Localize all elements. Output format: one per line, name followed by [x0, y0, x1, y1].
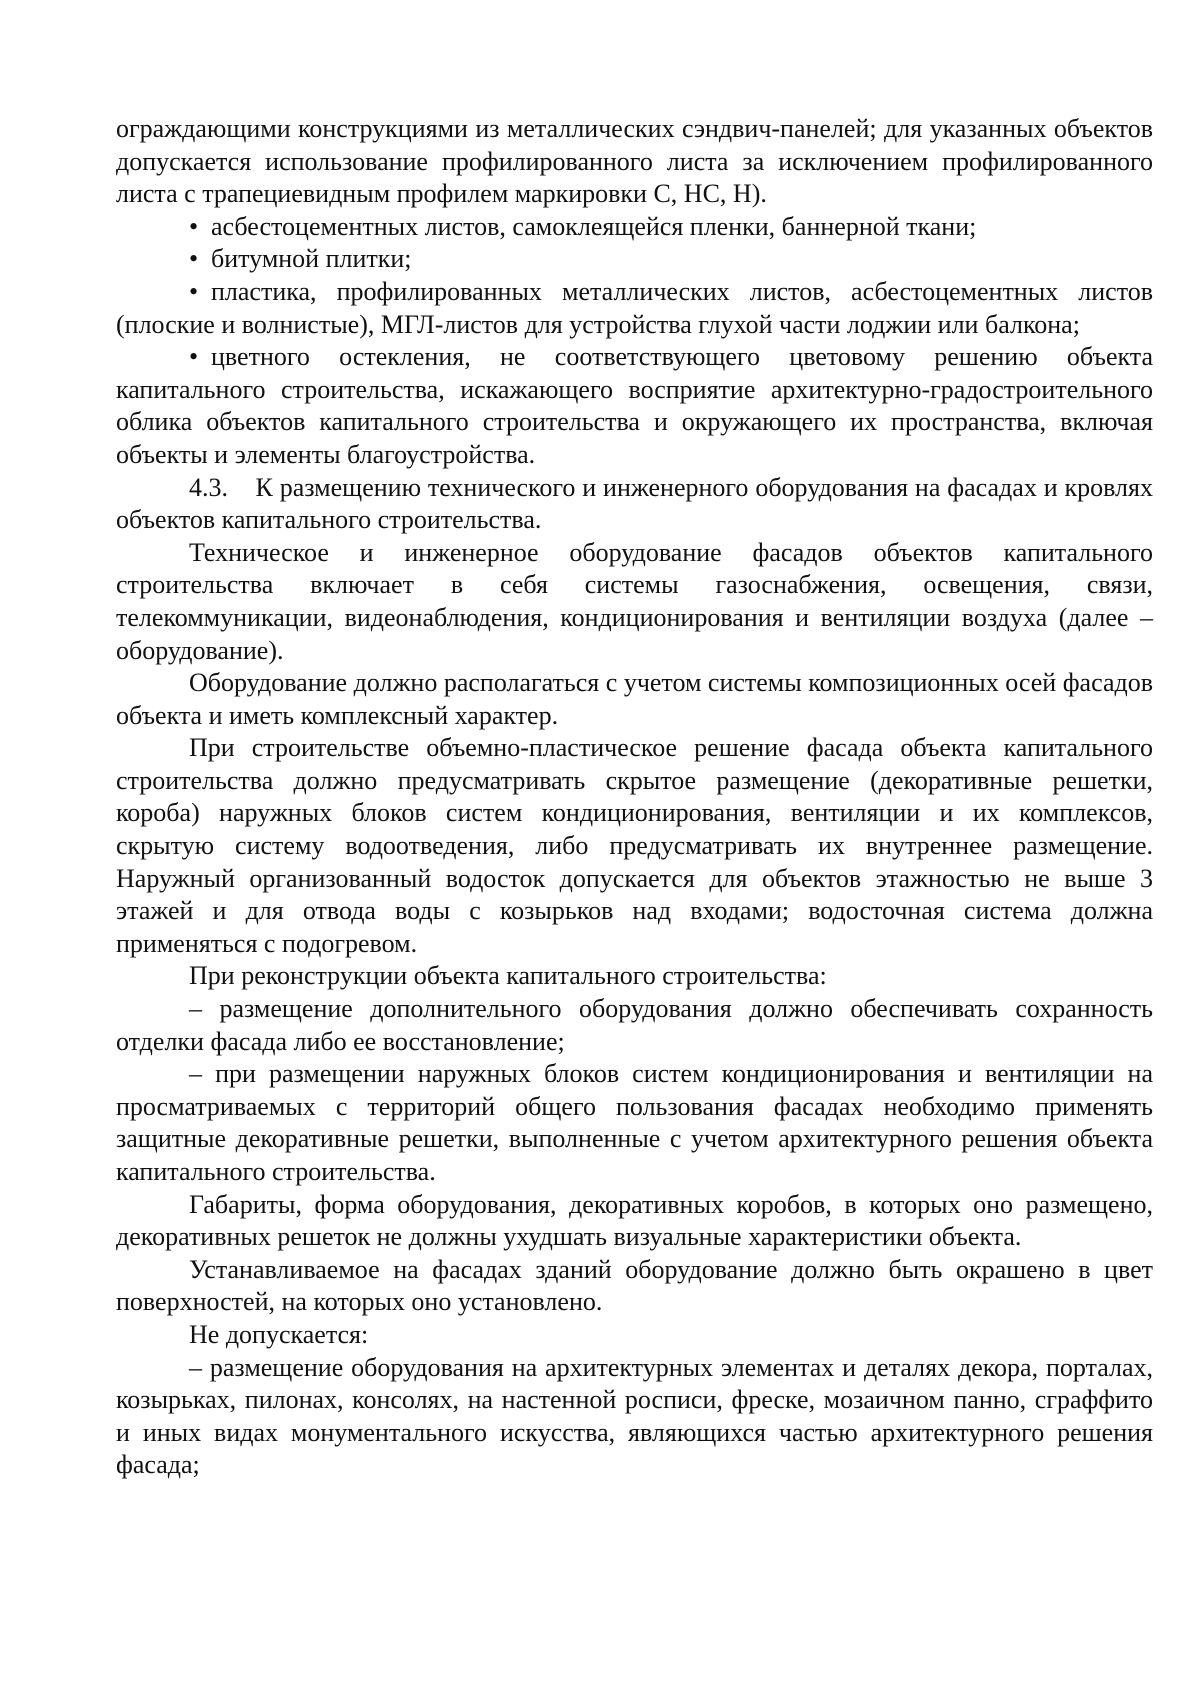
bullet-item-colored-glazing	[116, 341, 1153, 471]
bullet-icon: •	[189, 342, 199, 372]
bullet-text: цветного остекления, не соответствующего цветовому решению объекта капитального строительства, искажающего восприятие архитектурно-градостроительного облика объектов капитального строительства и окружающего их пространства, включая объекты и элементы благоустройства.	[116, 342, 1153, 469]
paragraph-construction-rules: При строительстве объемно-пластическое решение фасада объекта капитального строительства должно предусматривать скрытое размещение (декоративные решетки, короба) наружных блоков систем кондиционирования, вентиляции и их комплексов, скрытую систему водоотведения, либо предусматривать их внутреннее размещение. Наружный организованный водосток допускается для объектов этажностью не выше 3 этажей и для отвода воды с козырьков над входами; водосточная система должна применяться с подогревом.	[116, 733, 1153, 958]
bullet-item-asbestos-sheets	[116, 211, 1153, 244]
paragraph-equipment-definition: Техническое и инженерное оборудование фасадов объектов капитального строительства включает в себя системы газоснабжения, освещения, связи, телекоммуникации, видеонаблюдения, кондиционирования и вентиляции воздуха (далее – оборудование).	[116, 537, 1153, 665]
paragraph-not-allowed-heading: Не допускается:	[189, 1319, 369, 1349]
document-body	[116, 113, 1153, 1482]
bullet-text: пластика, профилированных металлических листов, асбестоцементных листов (плоские и волнистые), МГЛ-листов для устройства глухой части лоджии или балкона;	[116, 276, 1153, 339]
list-item-additional-equipment: – размещение дополнительного оборудования должно обеспечивать сохранность отделки фасада либо ее восстановление;	[116, 994, 1153, 1056]
bullet-text: асбестоцементных листов, самоклеящейся пленки, баннерной ткани;	[211, 211, 977, 241]
section-4-3-heading: 4.3. К размещению технического и инженерного оборудования на фасадах и кровлях объектов капитального строительства.	[116, 472, 1153, 535]
paragraph-equipment-placement: Оборудование должно располагаться с учетом системы композиционных осей фасадов объекта и иметь комплексный характер.	[116, 668, 1153, 730]
paragraph-dimensions: Габариты, форма оборудования, декоративных коробов, в которых оно размещено, декоративных решеток не должны ухудшать визуальные характеристики объекта.	[116, 1189, 1153, 1252]
list-item-outdoor-units: – при размещении наружных блоков систем кондиционирования и вентиляции на просматриваемых с территорий общего пользования фасадах необходимо применять защитные декоративные решетки, выполненные с учетом архитектурного решения объекта капитального строительства.	[116, 1059, 1153, 1186]
bullet-icon: •	[189, 211, 199, 241]
list-item-decor-placement: – размещение оборудования на архитектурных элементах и деталях декора, порталах, козырьках, пилонах, консолях, на настенной росписи, фреске, мозаичном панно, сграффито и иных видах монументального искусства, являющихся частью архитектурного решения фасада;	[116, 1352, 1153, 1480]
paragraph-painting: Устанавливаемое на фасадах зданий оборудование должно быть окрашено в цвет поверхностей, на которых оно установлено.	[116, 1254, 1153, 1317]
bullet-text: битумной плитки;	[211, 244, 412, 274]
paragraph-reconstruction-intro: При реконструкции объекта капитального строительства:	[189, 961, 827, 991]
bullet-icon: •	[189, 276, 199, 306]
bullet-icon: •	[189, 244, 199, 274]
paragraph-continuation: ограждающими конструкциями из металлических сэндвич-панелей; для указанных объектов допускается использование профилированного листа за исключением профилированного листа с трапециевидным профилем маркировки С, НС, Н).	[116, 114, 1153, 209]
bullet-item-bitumen-tiles	[116, 243, 1153, 276]
bullet-item-plastic-sheets	[116, 276, 1153, 341]
